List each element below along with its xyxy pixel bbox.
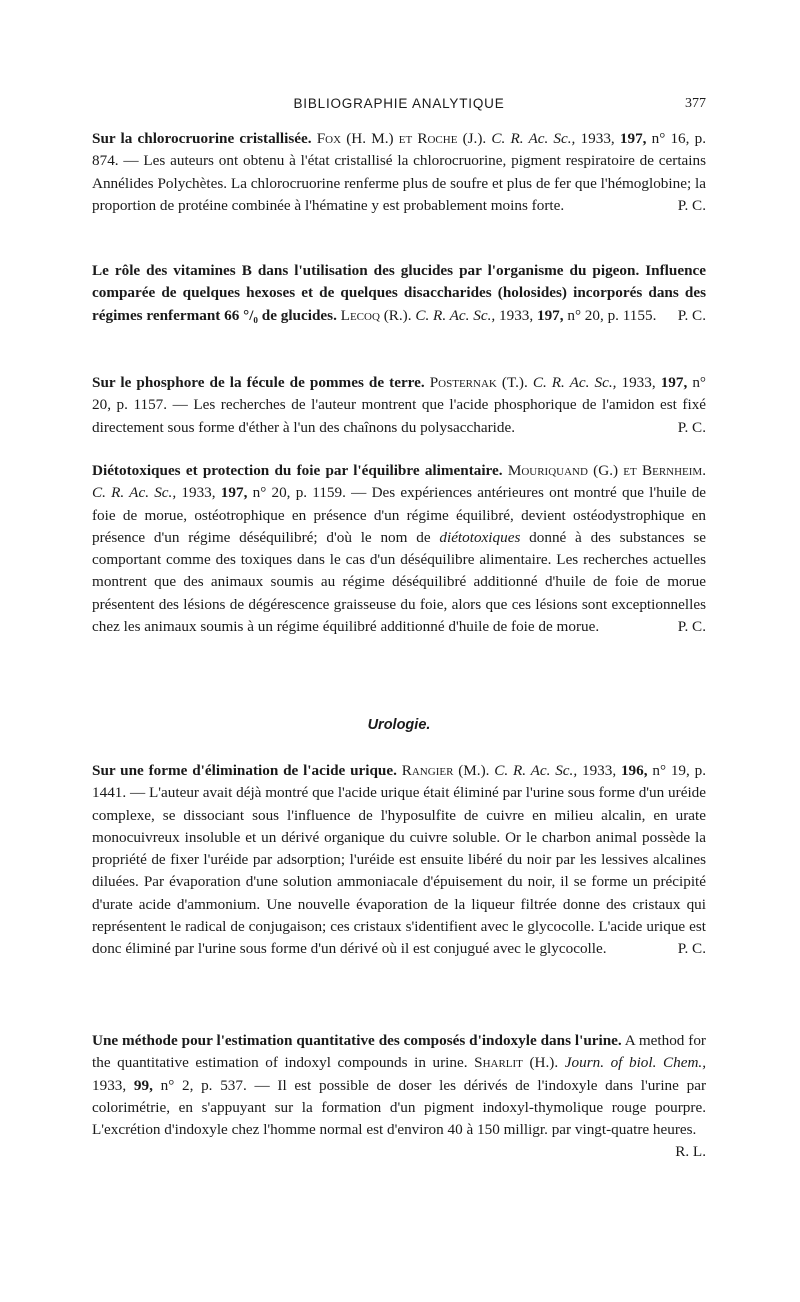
entry-journal: C. R. Ac. Sc., [494, 762, 578, 779]
entry-initials: P. C. [677, 940, 706, 958]
entry-title: Diétotoxiques et protection du foie par l'équilibre alimentaire. [92, 462, 503, 479]
entry-issue: n° 19, p. 1441. [92, 762, 707, 802]
entry-author: Rangier (M.). [401, 762, 490, 779]
entry-title: Le rôle des vitamines B dans l'utilisation des glucides par l'organisme du pigeon. Influence comparée de quelques hexoses et de quelques disaccharides (holosides) incorporés dans des régimes renfermant 66 °/₀ de glucides. [92, 262, 706, 324]
abstract-entry [92, 260, 706, 327]
entry-year: 1933, [181, 484, 216, 502]
entry-initials: P. C. [677, 196, 706, 214]
entry-title: Une méthode pour l'estimation quantitative des composés d'indoxyle dans l'urine. [92, 1032, 622, 1049]
entry-volume: 197, [619, 130, 647, 147]
entry-title: Sur la chlorocruorine cristallisée. [92, 130, 312, 147]
entry-title: Sur le phosphore de la fécule de pommes de terre. [92, 374, 425, 391]
entry-journal: Journ. of biol. Chem., [564, 1054, 707, 1072]
abstract-entry [92, 460, 706, 638]
entry-text: — L'auteur avait déjà montré que l'acide urique était éliminé par l'urine sous forme d'un uréide complexe, se dissociant sous l'influence de l'hyposulfite de cuivre en milieu alcalin, en urate monocuivreux insoluble et un dérivé organique du cuivre soluble. Or le charbon animal possède la propriété de fixer l'uréide par adsorption; l'uréide est ensuite libéré du noir par les lessives alcalines diluées. Par évaporation d'une solution ammoniacale d'épuisement du noir, il se forme un précipité d'urate acide d'ammonium. Une nouvelle évaporation de la liqueur filtrée donne des cristaux qui représentent le radical de conjugaison; ces cristaux s'identifient avec le glycocolle. L'acide urique est donc éliminé par l'urine sous forme d'un dérivé où il est conjugué avec le glycocolle. [92, 784, 706, 958]
entry-volume: 197, [220, 484, 248, 502]
entry-volume: 197, [660, 374, 688, 391]
entry-initials: R. L. [675, 1143, 706, 1161]
running-title: BIBLIOGRAPHIE ANALYTIQUE [293, 96, 505, 111]
entry-text: — Il est possible de doser les dérivés de l'indoxyle dans l'urine par colorimétrie, en s'appuyant sur la formation d'un pigment indoxyl-thymolique rouge pourpre. L'excrétion d'indoxyle chez l'homme normal est d'environ 40 à 150 milligr. par vingt-quatre heures. [92, 1076, 707, 1139]
entry-issue: n° 2, p. 537. [160, 1076, 247, 1094]
entry-journal: C. R. Ac. Sc., [532, 374, 617, 391]
page-number: 377 [685, 96, 706, 111]
entry-year: 1933, [499, 306, 534, 324]
abstract-entry [92, 128, 706, 217]
entry-author: Mouriquand (G.) et Bernheim. [507, 462, 707, 479]
entry-author: Posternak (T.). [429, 374, 528, 391]
entry-english-title: A method for the quantitative estimation of indoxyl compounds in urine. [92, 1032, 706, 1072]
entry-text-italic: diétotoxiques [439, 528, 521, 546]
entry-issue: n° 16, p. 874. [92, 130, 707, 170]
abstract-entry [92, 760, 706, 961]
entry-author: Lecoq (R.). [340, 306, 412, 324]
abstract-entry [92, 372, 706, 439]
entry-year: 1933, [621, 374, 656, 391]
abstract-entry [92, 1030, 706, 1164]
page-header [92, 92, 706, 116]
entry-issue: n° 20, p. 1157. [92, 374, 706, 414]
entry-volume: 99, [133, 1076, 153, 1094]
entry-year: 1933, [581, 762, 617, 779]
entry-text: — Les recherches de l'auteur montrent que l'acide phosphorique de l'amidon est fixé directement sous forme d'éther à l'un des chaînons du polysaccharide. [92, 396, 707, 436]
entry-year: 1933, [580, 130, 615, 147]
entry-journal: C. R. Ac. Sc., [92, 484, 177, 502]
entry-text: — Les auteurs ont obtenu à l'état cristallisé la chlorocruorine, pigment respiratoire de certains Annélides Polychètes. La chlorocruorine renferme plus de soufre et plus de fer que l'hémoglobine; la proportion de protéine combinée à l'hématine y est probablement moins forte. [92, 152, 707, 214]
entry-author: Fox (H. M.) et Roche (J.). [316, 130, 487, 147]
entry-initials: P. C. [677, 306, 706, 324]
entry-year: 1933, [92, 1076, 127, 1094]
section-heading: Urologie. [367, 717, 431, 733]
entry-text-after: donné à des substances se comportant comme des toxiques dans le cas d'un déséquilibre alimentaire. Les recherches actuelles montrent que des animaux soumis au régime déséquilibré additionné d'huile de foie de morue présentent des lésions de dégérescence graisseuse du foie, alors que ces lésions sont exceptionnelles chez les animaux soumis à un régime équilibré additionné d'huile de foie de morue. [92, 528, 707, 636]
entry-initials: P. C. [677, 618, 706, 636]
entry-author: Sharlit (H.). [474, 1054, 559, 1072]
entry-journal: C. R. Ac. Sc., [415, 306, 496, 324]
entry-volume: 197, [536, 306, 564, 324]
entry-issue: n° 20, p. 1155. [567, 306, 657, 324]
entry-journal: C. R. Ac. Sc., [491, 130, 576, 147]
entry-initials: P. C. [677, 418, 706, 436]
entry-issue: n° 20, p. 1159. [252, 484, 346, 502]
entry-volume: 196, [620, 762, 648, 779]
entry-title: Sur une forme d'élimination de l'acide urique. [92, 762, 397, 779]
entry-text-before: — Des expériences antérieures ont montré que l'huile de foie de morue, ostéotrophique en présence d'un régime équilibré, devient ostéodystrophique en présence d'un régime déséquilibré; d'où le nom de [92, 484, 707, 546]
